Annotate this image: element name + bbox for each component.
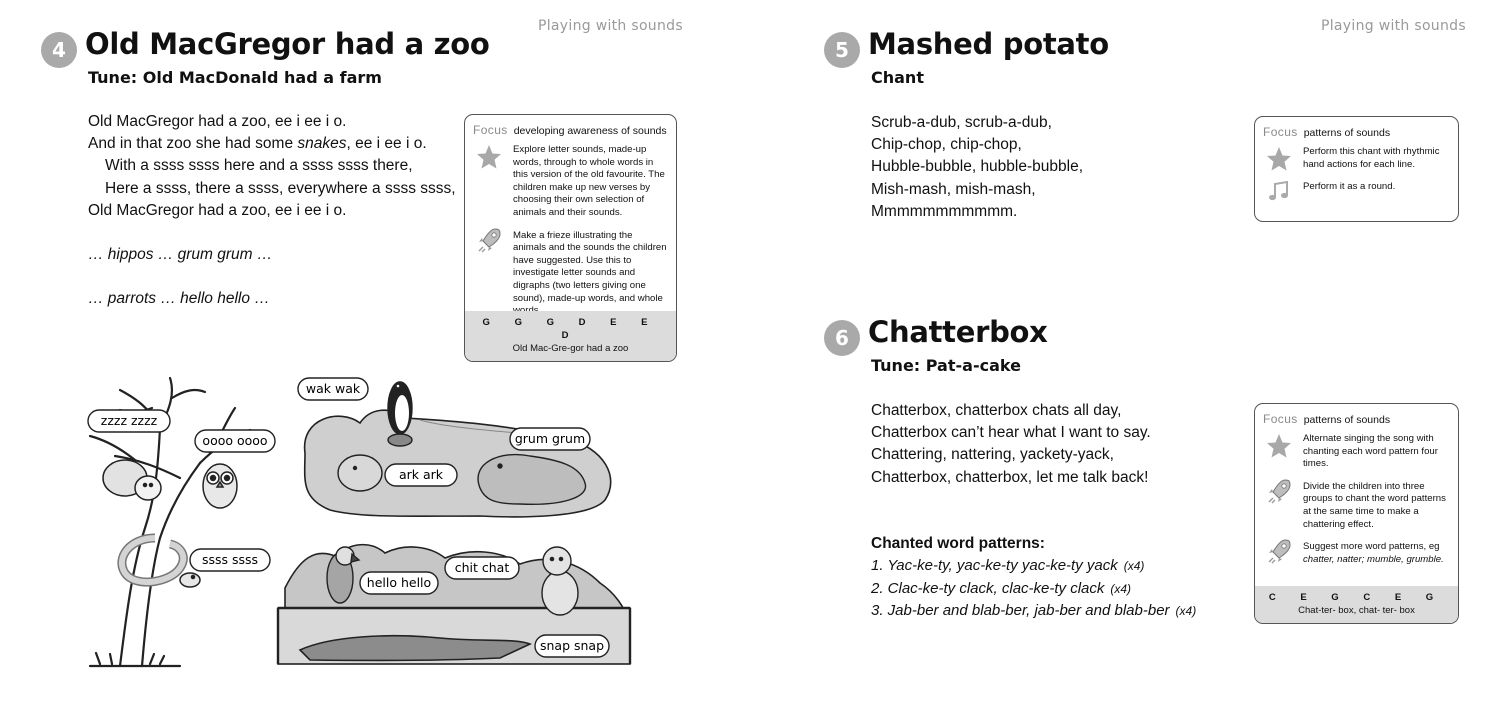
song-title: Mashed potato: [868, 27, 1109, 61]
bubble-text: snap snap: [539, 638, 605, 653]
lyric-text: , ee i ee i o.: [346, 135, 427, 153]
pattern-multiplier: (x4): [1110, 581, 1132, 596]
focus-item-text: Explore letter sounds, made-up words, through to whole words in this version of the old favourite. The children make up new verses by choosing their own selection of animals and their sounds.: [513, 144, 665, 218]
pattern-text: 1. Yac-ke-ty, yac-ke-ty yac-ke-ty yack: [871, 557, 1118, 574]
lyric-line: Chip-chop, chip-chop,: [871, 136, 1022, 154]
lyric-line: With a ssss ssss here and a ssss ssss there,: [105, 157, 413, 175]
bubble-text: zzzz zzzz: [100, 413, 158, 428]
focus-item: [465, 224, 676, 322]
focus-text: patterns of sounds: [1303, 127, 1391, 139]
focus-text: developing awareness of sounds: [513, 125, 667, 137]
rocket-icon: [475, 226, 503, 254]
speech-bubble: [385, 464, 457, 486]
lyric-text: And in that zoo she had some: [88, 135, 298, 153]
song-lyrics: [88, 111, 456, 222]
pattern-line: [871, 578, 1196, 601]
focus-text: patterns of sounds: [1303, 414, 1391, 426]
focus-item-text: Alternate singing the song with chanting each word pattern four times.: [1303, 433, 1438, 470]
word-patterns-list: [871, 555, 1196, 623]
bubble-text: chit chat: [454, 560, 510, 575]
focus-item: [1255, 430, 1458, 475]
lyric-line: Chatterbox can’t hear what I want to say.: [871, 424, 1151, 442]
lyric-line: Mish-mash, mish-mash,: [871, 180, 1036, 198]
star-icon: [1265, 432, 1293, 460]
lyric-line: Chatterbox, chatterbox, let me talk back!: [871, 468, 1149, 486]
bubble-text: ssss ssss: [201, 552, 259, 567]
pattern-text: 2. Clac-ke-ty clack, clac-ke-ty clack: [871, 579, 1105, 597]
focus-item-text: Make a frieze illustrating the animals and the sounds the children have suggested. Use this to investigate letter sounds and digraphs (two letters giving one sound), made-up words, and whole: [513, 229, 667, 304]
focus-heading: [1255, 117, 1458, 143]
song-tune: Chant: [871, 68, 924, 87]
song-number-badge: 6: [824, 320, 860, 356]
chant-lyrics: [871, 112, 1083, 223]
note-syllables: Chat-ter- box, chat- ter- box: [1298, 605, 1415, 616]
bubble-text: oooo oooo: [202, 433, 268, 448]
pattern-multiplier: (x4): [1175, 604, 1197, 618]
star-icon: [475, 143, 503, 171]
extra-verse-hippos: … hippos … grum grum …: [88, 246, 273, 263]
bubble-text: grum grum: [514, 431, 586, 446]
focus-item-text: Perform it as a round.: [1303, 181, 1396, 193]
focus-label: Focus: [473, 123, 508, 137]
extra-verse-parrots: … parrots … hello hello …: [88, 290, 270, 307]
pattern-line: [871, 555, 1196, 578]
lyric-line: Old MacGregor had a zoo, ee i ee i o.: [88, 201, 347, 219]
pattern-multiplier: (x4): [1123, 559, 1145, 573]
song-title: Old MacGregor had a zoo: [85, 27, 490, 61]
lyric-animal: snakes: [297, 135, 347, 153]
star-icon: [1265, 145, 1293, 173]
song-tune: Tune: Old MacDonald had a farm: [88, 68, 382, 87]
focus-box: [1254, 403, 1459, 624]
note-syllables: Old Mac-Gre-gor had a zoo: [512, 343, 629, 354]
owl-drawing: [203, 464, 237, 508]
note-letters: C E G C E G: [1268, 592, 1445, 603]
running-header: Playing with sounds: [538, 18, 683, 34]
song-number-badge: 4: [41, 32, 77, 68]
patterns-heading: Chanted word patterns:: [871, 535, 1045, 552]
bubble-text: wak wak: [305, 381, 361, 396]
melody-notes: [1255, 586, 1458, 623]
lyric-line: Old MacGregor had a zoo, ee i ee i o.: [88, 113, 347, 130]
rocket-icon: [1265, 537, 1293, 565]
speech-bubble: [510, 428, 590, 450]
focus-item-text: Perform this chant with rhythmic hand actions for each line.: [1303, 146, 1440, 170]
pattern-line: [871, 600, 1196, 623]
speech-bubble: [195, 430, 275, 452]
bubble-text: hello hello: [366, 575, 432, 590]
running-header: Playing with sounds: [1321, 18, 1466, 34]
focus-heading: [465, 115, 676, 141]
bubble-text: ark ark: [398, 467, 444, 482]
right-page: [750, 0, 1500, 716]
lyric-line: Mmmmmmmmmmm.: [871, 202, 1018, 220]
seal-drawing: [338, 455, 382, 491]
song-title: Chatterbox: [868, 315, 1048, 349]
lyric-line: [88, 133, 456, 155]
lyric-line: Here a ssss, there a ssss, everywhere a ssss ssss,: [105, 179, 456, 197]
focus-item-example: chatter, natter; mumble, grumble.: [1303, 553, 1444, 565]
song-tune: Tune: Pat-a-cake: [871, 356, 1021, 375]
focus-item: [1255, 535, 1458, 570]
focus-item: [1255, 175, 1458, 198]
focus-label: Focus: [1263, 125, 1298, 139]
lyric-line: Scrub-a-dub, scrub-a-dub,: [871, 114, 1052, 131]
speech-bubble: [190, 549, 270, 571]
rocket-icon: [1265, 477, 1293, 505]
song-number-badge: 5: [824, 32, 860, 68]
lyric-line: Chattering, nattering, yackety-yack,: [871, 446, 1114, 464]
speech-bubble: [88, 410, 170, 432]
focus-heading: [1255, 404, 1458, 430]
speech-bubble: [445, 557, 519, 579]
zoo-illustration: [60, 368, 660, 673]
focus-item: [1255, 475, 1458, 535]
focus-box: [464, 114, 677, 362]
melody-notes: [465, 311, 676, 361]
focus-item: [465, 141, 676, 224]
penguin-drawing: [388, 382, 412, 446]
speech-bubble: [535, 635, 609, 657]
focus-item-text: Divide the children into three groups to chant the word patterns at the same time to make a chattering effect.: [1303, 480, 1446, 530]
speech-bubble: [360, 572, 438, 594]
focus-item: [1255, 143, 1458, 175]
focus-box: [1254, 116, 1459, 222]
song-lyrics: [871, 400, 1151, 489]
monkey-drawing: [542, 547, 578, 615]
pattern-text: 3. Jab-ber and blab-ber, jab-ber and blab-ber: [871, 602, 1170, 619]
lyric-line: Hubble-bubble, hubble-bubble,: [871, 158, 1083, 176]
focus-label: Focus: [1263, 412, 1298, 426]
lyric-line: Chatterbox, chatterbox chats all day,: [871, 402, 1122, 419]
note-letters: G G G D E E D: [482, 317, 659, 341]
focus-item-text: Suggest more word patterns, eg: [1303, 541, 1440, 553]
music-note-icon: [1265, 177, 1293, 205]
snake-drawing: [122, 538, 200, 587]
speech-bubble: [298, 378, 368, 400]
